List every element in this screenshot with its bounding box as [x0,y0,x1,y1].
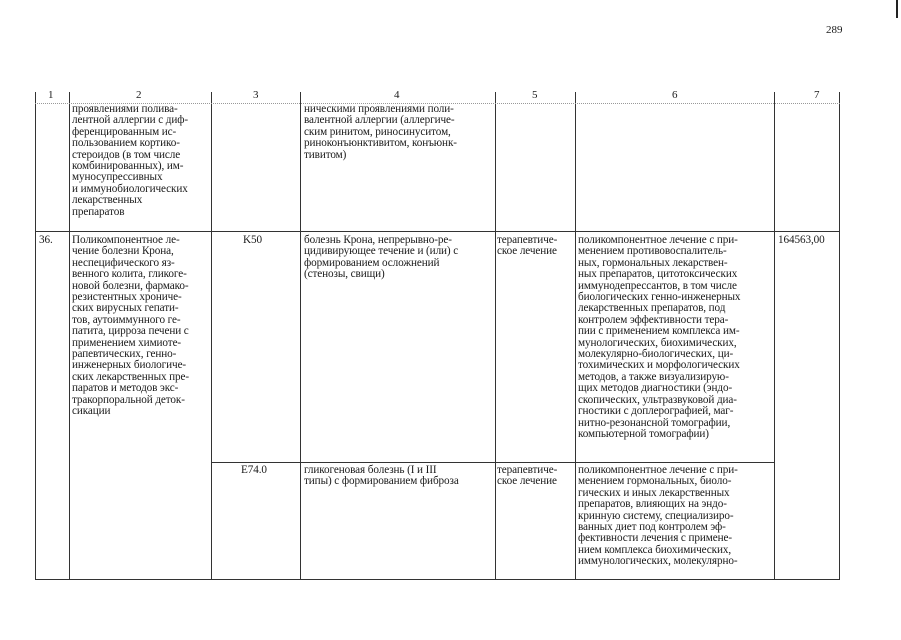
icd-code: K50 [243,234,262,246]
table-border-right [839,92,840,580]
column-header-1: 1 [48,89,54,101]
table-border-left [35,92,36,580]
continuation-disease-description: ническими проявлениями поли- валентной аллергии (аллергиче- ским ринитом, риносинуситом, риноконъюнктивитом, конъюнк- тивитом) [304,103,457,161]
column-divider [69,92,70,580]
column-divider [495,92,496,580]
page-number: 289 [826,24,843,36]
icd-code: E74.0 [241,464,267,476]
medical-services-table [35,89,840,580]
column-divider [774,92,775,580]
column-header-2: 2 [136,89,142,101]
treatment-type: терапевтиче- ское лечение [497,234,558,258]
disease-description: болезнь Крона, непрерывно-ре- цидивирующее течение и (или) с формированием осложнений (стенозы, свищи) [304,234,459,281]
table-border-bottom [35,579,840,580]
column-header-3: 3 [253,89,259,101]
column-header-6: 6 [672,89,678,101]
disease-description: гликогеновая болезнь (I и III типы) с формированием фиброза [304,464,459,488]
page-edge-mark [896,0,898,18]
column-divider [575,92,576,580]
subrow-separator [211,462,775,463]
treatment-method: поликомпонентное лечение с при- менением противовоспалитель- ных, гормональных лекарствен- ных препаратов, цитотоксических иммунодепрессантов, в том числе биологических генно-инженерных лекарственных препаратов, под контролем эффективности тера- пии с применением комплекса им- мунологических, биохимических, молекулярно-биологических, ци- тохимических и морфологических методов, а также визуализирую- щих методов диагностики (эндо- скопических, ультразвуковой диа- гностики с доплерографией, маг- нитно-резонансной томографии, компьютерной томографии) [578,234,741,440]
row-number: 36. [39,234,53,246]
column-header-5: 5 [532,89,538,101]
treatment-profile: Поликомпонентное ле- чение болезни Крона, неспецифического яз- венного колита, гликоге- новой болезни, фармако- резистентных хрониче- ских вирусных гепати- тов, аутоиммунного ге- патита, цирроза печени с применением химиоте- рапевтических, генно- инженерных биологиче- ских лекарственных пре- паратов и методов экс- тракорпоральной деток- сикации [72,234,190,418]
column-divider [211,92,212,580]
column-header-4: 4 [394,89,400,101]
column-divider [300,92,301,580]
treatment-method: поликомпонентное лечение с при- менением гормональных, биоло- гических и иных лекарственных препаратов, влияющих на эндо- кринную систему, специализиро- ванных диет под контролем эф- фективности лечения с примене- нием комплекса биохимических, иммунологических, молекулярно- [578,464,738,568]
cost-value: 164563,00 [778,234,825,246]
continuation-treatment-profile: проявлениями полива- лентной аллергии с диф- ференцированным ис- пользованием кортико- стероидов (в том числе комбинированных), им- муносупрессивных и иммунобиологических лекарственных препаратов [72,103,189,218]
row-separator [35,231,840,232]
column-header-7: 7 [814,89,820,101]
treatment-type: терапевтиче- ское лечение [497,464,558,488]
